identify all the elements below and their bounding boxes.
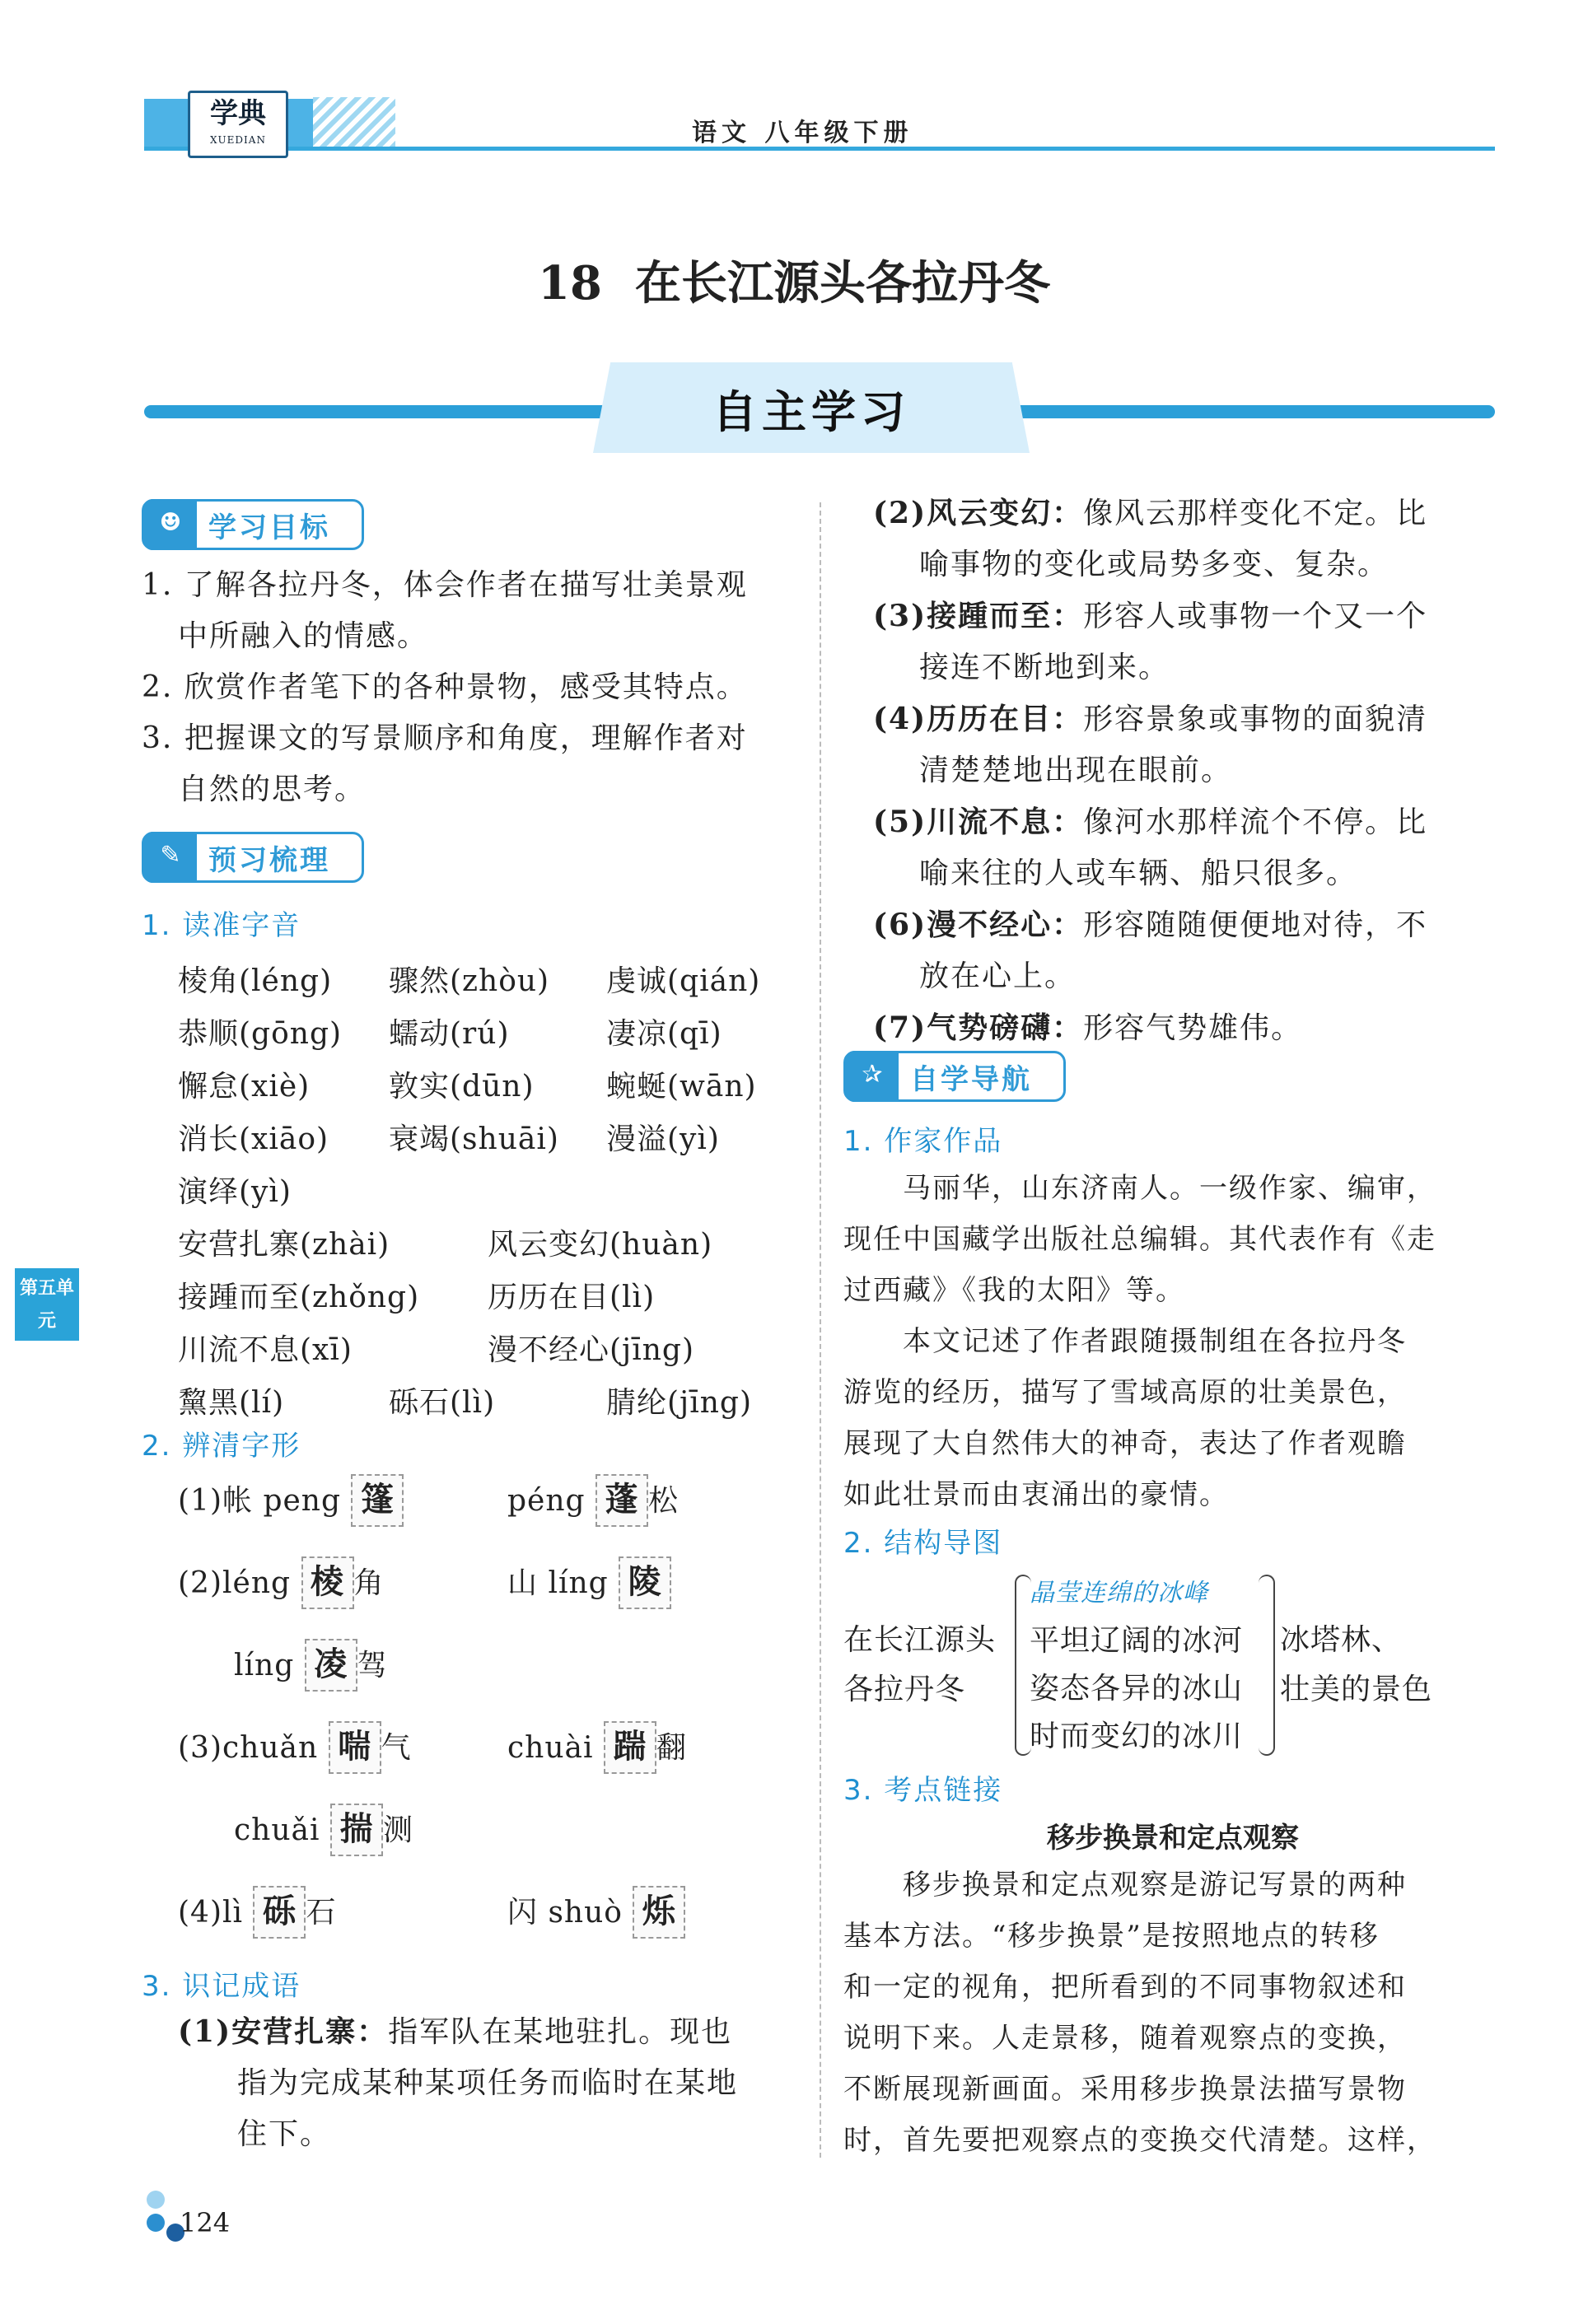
glyph-label: 闪 shuò	[507, 1896, 623, 1930]
text-line: 不断展现新画面。采用移步换景法描写景物	[843, 2073, 1407, 2106]
glyph-tail: 测	[382, 1813, 413, 1847]
map-root	[843, 1616, 996, 1715]
structure-subheading: 2. 结构导图	[843, 1527, 1003, 1560]
pron-item: 历历在目(lì)	[488, 1281, 656, 1314]
guide-heading-label: 自学导航	[910, 1062, 1032, 1096]
goals-heading	[142, 499, 364, 550]
pron-item: 接踵而至(zhǒng)	[178, 1281, 420, 1314]
glyph-label: líng	[234, 1649, 295, 1682]
structure-map	[843, 1570, 1502, 1767]
pron-row	[178, 1008, 804, 1061]
idiom-def: 喻来往的人或车辆、船只很多。	[919, 856, 1358, 890]
pron-item: 安营扎寨(zhài)	[178, 1228, 390, 1262]
pron-row	[178, 1061, 804, 1113]
idiom-def: 指为完成某种某项任务而临时在某地	[237, 2066, 739, 2100]
idiom-item	[873, 693, 1499, 796]
pron-item: 黧黑(lí)	[178, 1386, 285, 1420]
pron-item: 衰竭(shuāi)	[389, 1122, 559, 1156]
idiom-subheading: 3. 识记成语	[142, 1970, 301, 2003]
telescope-icon: ✰	[846, 1051, 899, 1102]
pron-item: 消长(xiāo)	[178, 1122, 329, 1156]
page-number: 124	[180, 2207, 231, 2238]
idiom-term: (4)历历在目：	[873, 702, 1084, 736]
glyph-label: (2)léng	[178, 1566, 292, 1600]
glyph-box: 烁	[633, 1886, 685, 1939]
pron-row	[178, 1219, 804, 1272]
idiom-term: (2)风云变幻：	[873, 496, 1084, 530]
preview-heading-label: 预习梳理	[208, 843, 330, 877]
pron-row	[178, 1377, 804, 1430]
text-line: 基本方法。“移步换景”是按照地点的转移	[843, 1920, 1380, 1953]
keypoint-text	[843, 1860, 1502, 2166]
idiom-item	[873, 796, 1499, 899]
section-band-title: 自主学习	[712, 385, 910, 438]
keypoint-subheading: 3. 考点链接	[843, 1774, 1003, 1807]
glyph-label: 山 líng	[507, 1566, 609, 1600]
glyph-tail: 松	[648, 1484, 680, 1518]
glyph-row-3c	[234, 1804, 413, 1856]
pron-row	[178, 955, 804, 1008]
right-brace	[1259, 1575, 1275, 1756]
map-root-line: 在长江源头	[843, 1623, 997, 1657]
book-subject: 语文 八年级下册	[692, 119, 913, 147]
pron-item: 演绎(yì)	[178, 1175, 292, 1209]
idiom-def: 住下。	[237, 2117, 332, 2151]
goal-line: 中所融入的情感。	[178, 619, 429, 653]
glyph-row-2b	[507, 1556, 671, 1609]
map-branch: 平坦辽阔的冰河	[1030, 1624, 1244, 1658]
glyph-tail: 气	[381, 1731, 412, 1765]
pron-row	[178, 1166, 804, 1219]
map-result-line: 壮美的景色	[1280, 1673, 1433, 1706]
glyph-row-2c	[234, 1639, 388, 1692]
glyph-label: (1)帐 peng	[178, 1484, 342, 1518]
glyph-box: 棱	[301, 1556, 354, 1609]
idiom-def: 放在心上。	[919, 959, 1077, 993]
glyph-label: chuǎi	[234, 1813, 320, 1847]
goal-line: 1. 了解各拉丹冬，体会作者在描写壮美景观	[142, 568, 748, 602]
idiom-term: (6)漫不经心：	[873, 908, 1084, 942]
left-brace	[1015, 1575, 1031, 1756]
map-branches	[1030, 1570, 1243, 1761]
map-result	[1280, 1616, 1432, 1715]
lesson-number: 18	[538, 256, 602, 310]
pron-item: 风云变幻(huàn)	[488, 1228, 713, 1262]
glyph-tail: 驾	[357, 1649, 388, 1682]
map-branch: 晶莹连绵的冰峰	[1030, 1579, 1208, 1608]
text-line: 游览的经历，描写了雪域高原的壮美景色，	[843, 1376, 1407, 1409]
goals-heading-label: 学习目标	[208, 511, 330, 544]
idiom-list	[873, 488, 1499, 1054]
column-divider	[820, 502, 821, 2158]
pron-item: 骤然(zhòu)	[389, 964, 550, 998]
idiom-def: 喻事物的变化或局势多变、复杂。	[919, 548, 1390, 581]
pron-item: 棱角(léng)	[178, 964, 333, 998]
goal-line: 自然的思考。	[178, 772, 367, 806]
glyph-row-4b	[507, 1886, 685, 1939]
pron-item: 砾石(lì)	[389, 1386, 496, 1420]
idiom-def: 像河水那样流个不停。比	[1083, 805, 1428, 839]
text-line: 移步换景和定点观察是游记写景的两种	[903, 1869, 1407, 1902]
logo-main: 学典	[210, 97, 266, 130]
idiom-term: (1)安营扎寨：	[178, 2014, 389, 2049]
glyph-row-2a	[178, 1556, 385, 1609]
header-stripes	[313, 97, 395, 147]
idiom-def: 形容景象或事物的面貌清	[1083, 702, 1428, 736]
pron-item: 懈怠(xiè)	[178, 1070, 311, 1104]
glyph-box: 喘	[329, 1721, 381, 1774]
unit-side-tab: 第五单元	[15, 1268, 79, 1341]
glyph-subheading: 2. 辨清字形	[142, 1430, 301, 1463]
lesson-name: 在长江源头各拉丹冬	[634, 256, 1050, 310]
map-branch: 姿态各异的冰山	[1030, 1672, 1244, 1706]
text-line: 马丽华，山东济南人。一级作家、编审，	[903, 1172, 1436, 1205]
idiom-term: (3)接踵而至：	[873, 599, 1084, 633]
author-text	[843, 1163, 1502, 1520]
glyph-label: péng	[507, 1484, 586, 1518]
glyph-box: 踹	[604, 1721, 656, 1774]
glyph-row-1b	[507, 1474, 679, 1527]
pron-item: 蠕动(rú)	[389, 1017, 510, 1051]
text-line: 展现了大自然伟大的神奇，表达了作者观瞻	[843, 1427, 1407, 1460]
text-line: 如此壮景而由衷涌出的豪情。	[843, 1478, 1229, 1511]
map-root-line: 各拉丹冬	[843, 1673, 966, 1706]
idiom-term: (5)川流不息：	[873, 805, 1084, 839]
glyph-box: 陵	[619, 1556, 671, 1609]
pron-item: 虔诚(qián)	[606, 964, 761, 998]
glyph-row-3a	[178, 1721, 412, 1774]
pron-item: 川流不息(xī)	[178, 1333, 353, 1367]
keypoint-title: 移步换景和定点观察	[1047, 1822, 1299, 1855]
glyph-row-3b	[507, 1721, 687, 1774]
idiom-def: 像风云那样变化不定。比	[1083, 497, 1428, 530]
text-line: 现任中国藏学出版社总编辑。其代表作有《走	[843, 1223, 1436, 1256]
lesson-title	[0, 247, 1588, 313]
pron-item: 蜿蜒(wān)	[606, 1070, 757, 1104]
glyph-tail: 石	[306, 1896, 337, 1930]
idiom-def: 接连不断地到来。	[919, 651, 1170, 684]
pencil-icon: ✎	[144, 832, 197, 883]
logo-sub: XUEDIAN	[210, 134, 266, 146]
goal-line: 3. 把握课文的写景顺序和角度，理解作者对	[142, 721, 748, 755]
text-line: 说明下来。人走景移，随着观察点的变换，	[843, 2022, 1407, 2055]
map-branch: 时而变幻的冰川	[1030, 1720, 1244, 1753]
learner-icon: ☻	[144, 499, 197, 550]
glyph-label: chuài	[507, 1731, 594, 1765]
text-line: 本文记述了作者跟随摄制组在各拉丹冬	[903, 1325, 1407, 1358]
glyph-box: 篷	[351, 1474, 404, 1527]
preview-heading	[142, 832, 364, 883]
glyph-row-1a	[178, 1474, 404, 1527]
pron-item: 恭顺(gōng)	[178, 1017, 343, 1051]
glyph-box: 揣	[330, 1804, 383, 1856]
map-result-line: 冰塔林、	[1280, 1623, 1403, 1657]
pron-item: 漫溢(yì)	[606, 1122, 720, 1156]
pron-row	[178, 1272, 804, 1324]
pron-row	[178, 1324, 804, 1377]
glyph-label: (3)chuǎn	[178, 1731, 319, 1765]
idiom-item	[873, 488, 1499, 590]
pronunciation-grid	[178, 955, 804, 1430]
pron-item: 腈纶(jīng)	[606, 1386, 752, 1420]
idiom-term: (7)气势磅礴：	[873, 1010, 1084, 1045]
idiom-def: 形容随随便便地对待，不	[1083, 908, 1428, 942]
glyph-tail: 翻	[656, 1731, 687, 1765]
text-line: 过西藏》《我的太阳》等。	[843, 1274, 1185, 1307]
text-line: 和一定的视角，把所看到的不同事物叙述和	[843, 1971, 1407, 2004]
pron-row	[178, 1113, 804, 1166]
glyph-box: 砾	[253, 1886, 306, 1939]
publisher-logo	[188, 91, 288, 158]
idiom-item	[873, 899, 1499, 1002]
glyph-box: 蓬	[596, 1474, 648, 1527]
idiom-def: 形容人或事物一个又一个	[1083, 600, 1428, 633]
idiom-def: 指军队在某地驻扎。现也	[388, 2015, 733, 2049]
glyph-label: (4)lì	[178, 1896, 244, 1930]
pronunciation-subheading: 1. 读准字音	[142, 909, 301, 942]
goal-line: 2. 欣赏作者笔下的各种景物，感受其特点。	[142, 670, 748, 704]
glyph-tail: 角	[353, 1566, 385, 1600]
glyph-box: 凌	[305, 1639, 357, 1692]
guide-heading	[843, 1051, 1066, 1102]
pron-item: 敦实(dūn)	[389, 1070, 535, 1104]
idiom-1	[178, 2006, 812, 2160]
goals-list	[142, 560, 801, 815]
glyph-row-4a	[178, 1886, 337, 1939]
pron-item: 漫不经心(jīng)	[488, 1333, 694, 1367]
pron-item: 凄凉(qī)	[606, 1017, 722, 1051]
idiom-item	[873, 1002, 1499, 1054]
text-line: 时，首先要把观察点的变换交代清楚。这样，	[843, 2124, 1436, 2157]
idiom-def: 形容气势雄伟。	[1083, 1011, 1303, 1045]
idiom-item	[873, 590, 1499, 693]
idiom-def: 清楚楚地出现在眼前。	[919, 754, 1233, 787]
author-subheading: 1. 作家作品	[843, 1125, 1003, 1158]
